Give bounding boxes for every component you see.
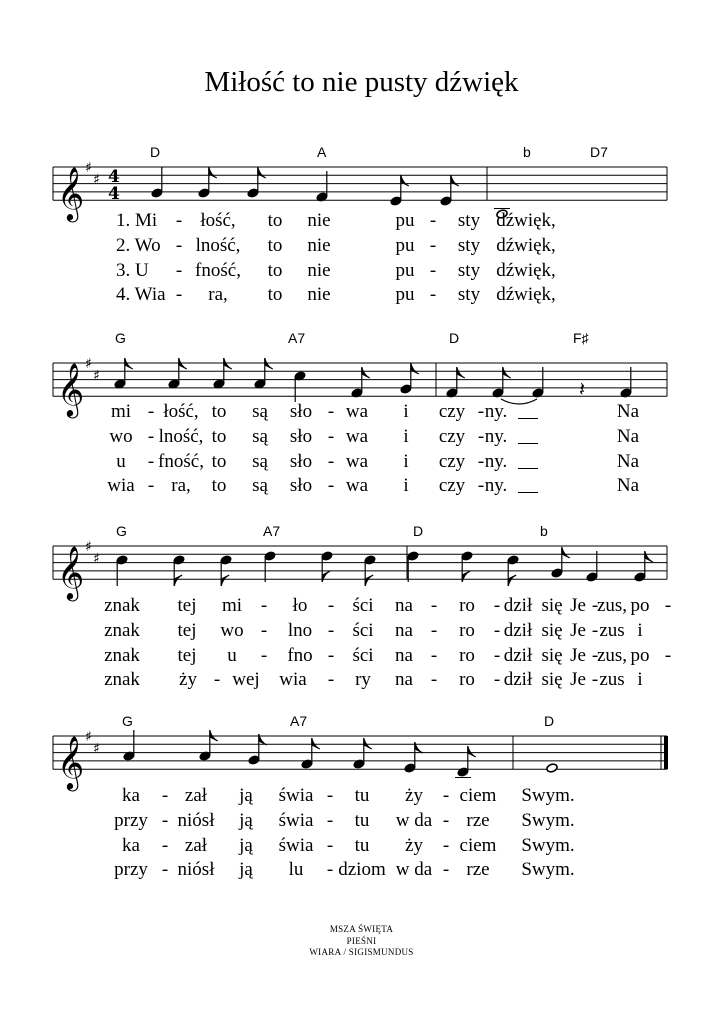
hyphen: - [477,451,485,472]
hyphen: - [260,595,268,616]
lyric-syllable: przy [114,859,148,880]
lyric-syllable: po [630,645,650,666]
eighth-note [634,551,653,582]
lyric-syllable: Na [616,426,640,447]
lyric-syllable: mi [221,595,243,616]
hyphen: - [493,620,501,641]
sharp-f-icon: ♯ [85,160,92,176]
lyric-syllable: tej [177,595,197,616]
hyphen: - [430,669,438,690]
lyric-syllable: Na [616,401,640,422]
lyric-syllable: sty [457,260,481,281]
lyric-syllable: wia [107,475,135,496]
footer-line-2: PIEŚNI [346,935,377,946]
chord-symbol: D [544,713,555,729]
lyric-syllable: znak [104,620,140,641]
eighth-note [199,730,218,761]
lyric-syllable: pu [395,284,415,305]
hyphen: - [442,859,450,880]
lyric-syllable: tu [354,785,370,806]
lyric-syllable: zus, [596,595,628,616]
chord-symbol: A [317,144,327,160]
hyphen: - [327,401,335,422]
lyric-syllable: ka [122,785,140,806]
lyric-syllable: niósł [177,810,215,831]
lyric-syllable: Na [616,451,640,472]
hyphen: - [591,645,599,666]
lyric-syllable: wo [220,620,244,641]
hyphen: - [161,835,169,856]
lyric-syllable: ści [352,595,374,616]
lyric-syllable: ro [459,645,475,666]
hyphen: - [147,426,155,447]
hyphen: - [429,284,437,305]
eighth-note [455,746,476,778]
lyric-syllable: lność, [158,426,204,447]
hyphen: - [327,426,335,447]
hyphen: - [477,475,485,496]
eighth-note [440,175,459,206]
hyphen: - [430,595,438,616]
lyric-syllable: dźwięk, [496,260,556,281]
hyphen: - [664,595,672,616]
quarter-note [407,551,419,582]
lyric-syllable: ją [239,859,253,880]
hyphen: - [326,810,334,831]
lyric-syllable: tu [354,810,370,831]
lyric-syllable: znak [104,669,140,690]
hyphen: - [327,669,335,690]
svg-text:𝄽: 𝄽 [579,377,586,401]
eighth-note [404,742,423,773]
chord-symbol: b [540,523,548,539]
hyphen: - [442,810,450,831]
quarter-rest-icon [579,377,585,401]
lyric-syllable: ny. [484,426,508,447]
lyric-syllable: Je [570,620,586,641]
lyric-syllable: są [252,451,268,472]
lyric-syllable: sło [289,426,313,447]
hyphen: - [161,810,169,831]
lyric-syllable: lu [288,859,304,880]
lyric-syllable: się [541,669,563,690]
lyric-syllable: wa [345,401,369,422]
eighth-note [198,167,217,198]
hyphen: - [175,235,183,256]
quarter-note [151,167,163,198]
hyphen: - [161,785,169,806]
lyric-syllable: dziom [338,859,386,880]
chord-symbol: D [449,330,460,346]
lyric-syllable: zał [184,785,208,806]
chord-symbol: A7 [290,713,308,729]
quarter-note [294,371,306,402]
lyric-syllable: Je [570,645,586,666]
hyphen: - [147,401,155,422]
lyric-syllable: dził [503,595,533,616]
staff-4 [0,706,723,790]
lyric-syllable: lno [287,620,313,641]
lyric-syllable: sło [289,451,313,472]
hyphen: - [664,645,672,666]
lyric-syllable: ją [239,810,253,831]
lyric-syllable: niósł [177,859,215,880]
final-barline-thick [664,736,668,769]
time-signature-bottom: 4 [108,184,120,204]
lyric-syllable: 3. U [116,260,149,281]
lyric-syllable: na [395,620,413,641]
lyric-syllable: i [403,475,409,496]
lyric-syllable: pu [395,260,415,281]
lyric-syllable: czy [438,426,466,447]
chord-symbol: D [150,144,161,160]
lyric-syllable: to [267,235,283,256]
lyric-syllable: wa [345,451,369,472]
hyphen: - [430,645,438,666]
lyric-syllable: znak [104,595,140,616]
lyric-syllable: Swym. [521,785,575,806]
eighth-note [400,363,419,394]
hyphen: - [429,235,437,256]
lyric-syllable: znak [104,645,140,666]
lyric-syllable: ro [459,669,475,690]
lyric-syllable: pu [395,210,415,231]
lyric-syllable: świa [278,785,314,806]
lyric-syllable: na [395,669,413,690]
lyric-syllable: się [541,595,563,616]
lyric-syllable: w da [395,859,433,880]
lyric-syllable: u [227,645,237,666]
hyphen: - [429,260,437,281]
hyphen: - [493,645,501,666]
lyric-syllable: Na [616,475,640,496]
song-title: Miłość to nie pusty dźwięk [204,66,519,98]
lyric-syllable: tej [177,620,197,641]
hyphen: - [591,595,599,616]
lyric-syllable: dził [503,645,533,666]
lyric-syllable: i [403,426,409,447]
chord-symbol: D [413,523,424,539]
lyric-syllable: na [395,645,413,666]
hyphen: - [591,620,599,641]
lyric-syllable: ciem [459,835,497,856]
lyric-syllable: ży [179,669,197,690]
lyric-syllable: czy [438,401,466,422]
lyric-syllable: na [395,595,413,616]
staff-3 [0,516,723,600]
lyric-syllable: Swym. [521,835,575,856]
lyric-syllable: czy [438,475,466,496]
lyric-syllable: wia [279,669,307,690]
lyric-syllable: mi [110,401,132,422]
lyric-syllable: wa [345,426,369,447]
lyric-syllable: ją [239,835,253,856]
lyric-syllable: i [403,401,409,422]
treble-clef-icon: 𝄞 [57,545,85,600]
lyric-syllable: 1. Mi [116,210,158,231]
lyric-syllable: wo [109,426,133,447]
footer [0,924,723,959]
lyric-syllable: wa [345,475,369,496]
lyric-syllable: u [116,451,126,472]
lyric-syllable: łość, [163,401,199,422]
lyric-syllable: i [403,451,409,472]
lyric-syllable: dźwięk, [496,284,556,305]
lyric-syllable: dził [503,620,533,641]
lyric-syllable: ro [459,620,475,641]
sharp-c-icon: ♯ [93,172,100,188]
hyphen: - [477,401,485,422]
lyric-syllable: są [252,475,268,496]
hyphen: - [327,620,335,641]
lyric-syllable: to [267,210,283,231]
lyric-syllable: Swym. [521,859,575,880]
hyphen: - [161,859,169,880]
eighth-note [390,175,409,206]
hyphen: - [213,669,221,690]
lyric-syllable: to [211,401,227,422]
lyric-syllable: nie [307,260,331,281]
lyric-syllable: i [637,669,643,690]
whole-note [546,763,558,773]
sharp-f-icon: ♯ [85,539,92,555]
lyric-syllable: sty [457,284,481,305]
lyric-syllable: sty [457,210,481,231]
chord-symbol: A7 [288,330,306,346]
lyric-syllable: 2. Wo [116,235,161,256]
lyric-syllable: ny. [484,451,508,472]
lyric-syllable: to [211,426,227,447]
melisma-extender [518,492,538,493]
lyric-syllable: ciem [459,785,497,806]
eighth-note [353,738,372,769]
sharp-f-icon: ♯ [85,729,92,745]
lyric-syllable: łość, [200,210,236,231]
hyphen: - [326,859,334,880]
hyphen: - [147,451,155,472]
lyric-syllable: zus [599,669,625,690]
lyric-syllable: są [252,401,268,422]
hyphen: - [175,210,183,231]
eighth-note [321,551,333,582]
hyphen: - [442,835,450,856]
hyphen: - [493,669,501,690]
hyphen: - [591,669,599,690]
lyric-syllable: w da [395,810,433,831]
melisma-extender [518,418,538,419]
lyric-syllable: to [267,260,283,281]
lyric-syllable: ny. [484,475,508,496]
lyric-syllable: zał [184,835,208,856]
lyric-syllable: i [637,620,643,641]
lyric-syllable: są [252,426,268,447]
treble-clef-icon: 𝄞 [57,362,85,417]
hyphen: - [327,451,335,472]
eighth-note [461,551,473,582]
hyphen: - [326,835,334,856]
chord-symbol: A7 [263,523,281,539]
lyric-syllable: ści [352,645,374,666]
lyric-syllable: rze [466,810,490,831]
lyric-syllable: ra, [171,475,191,496]
sharp-f-icon: ♯ [85,356,92,372]
lyric-syllable: dźwięk, [496,210,556,231]
lyric-syllable: sło [289,475,313,496]
treble-clef-icon: 𝄞 [57,166,85,221]
hyphen: - [260,645,268,666]
hyphen: - [326,785,334,806]
lyric-syllable: ży [405,835,423,856]
hyphen: - [327,595,335,616]
lyric-syllable: nie [307,284,331,305]
hyphen: - [260,620,268,641]
chord-symbol: G [115,330,126,346]
treble-clef-icon: 𝄞 [57,735,85,790]
lyric-syllable: dził [503,669,533,690]
lyric-syllable: fno [287,645,313,666]
lyric-syllable: 4. Wia [116,284,166,305]
sharp-c-icon: ♯ [93,551,100,567]
chord-symbol: b [523,144,531,160]
lyric-syllable: ło [292,595,308,616]
lyric-syllable: to [267,284,283,305]
chord-symbol: F♯ [573,330,589,346]
footer-line-3: WIARA / SIGISMUNDUS [309,947,414,957]
lyric-syllable: Swym. [521,810,575,831]
sharp-c-icon: ♯ [93,741,100,757]
lyric-syllable: pu [395,235,415,256]
hyphen: - [327,475,335,496]
lyric-syllable: zus [599,620,625,641]
chord-symbol: D7 [590,144,608,160]
hyphen: - [327,645,335,666]
lyric-syllable: zus, [596,645,628,666]
lyric-syllable: ży [405,785,423,806]
quarter-note [123,730,135,761]
lyric-syllable: rze [466,859,490,880]
eighth-note [247,167,266,198]
lyric-syllable: ści [352,620,374,641]
sharp-c-icon: ♯ [93,368,100,384]
lyric-syllable: Je [570,669,586,690]
melisma-extender [518,468,538,469]
quarter-note [586,551,598,582]
lyric-syllable: ro [459,595,475,616]
lyric-syllable: dźwięk, [496,235,556,256]
lyric-syllable: nie [307,235,331,256]
hyphen: - [147,475,155,496]
lyric-syllable: sło [289,401,313,422]
chord-symbol: G [122,713,133,729]
lyric-syllable: przy [114,810,148,831]
lyric-syllable: po [630,595,650,616]
hyphen: - [477,426,485,447]
lyric-syllable: to [211,451,227,472]
lyric-syllable: się [541,645,563,666]
lyric-syllable: ka [122,835,140,856]
chord-symbol: G [116,523,127,539]
lyric-syllable: świa [278,835,314,856]
lyric-syllable: ny. [484,401,508,422]
eighth-note [301,738,320,769]
lyric-syllable: sty [457,235,481,256]
lyric-syllable: czy [438,451,466,472]
hyphen: - [429,210,437,231]
lyric-syllable: fność, [158,451,204,472]
hyphen: - [442,785,450,806]
lyric-syllable: tej [177,645,197,666]
hyphen: - [493,595,501,616]
time-signature-top: 4 [108,167,120,187]
hyphen: - [175,260,183,281]
lyric-syllable: świa [278,810,314,831]
hyphen: - [175,284,183,305]
lyric-syllable: nie [307,210,331,231]
footer-line-1: MSZA ŚWIĘTA [329,924,394,934]
melisma-extender [518,443,538,444]
lyric-syllable: ją [239,785,253,806]
lyric-syllable: się [541,620,563,641]
hyphen: - [430,620,438,641]
lyric-syllable: wej [232,669,260,690]
quarter-note [264,551,276,582]
lyric-syllable: tu [354,835,370,856]
lyric-syllable: fność, [195,260,241,281]
lyric-syllable: Je [570,595,586,616]
lyric-syllable: lność, [195,235,241,256]
lyric-syllable: ry [355,669,371,690]
lyric-syllable: ra, [208,284,228,305]
lyric-syllable: to [211,475,227,496]
